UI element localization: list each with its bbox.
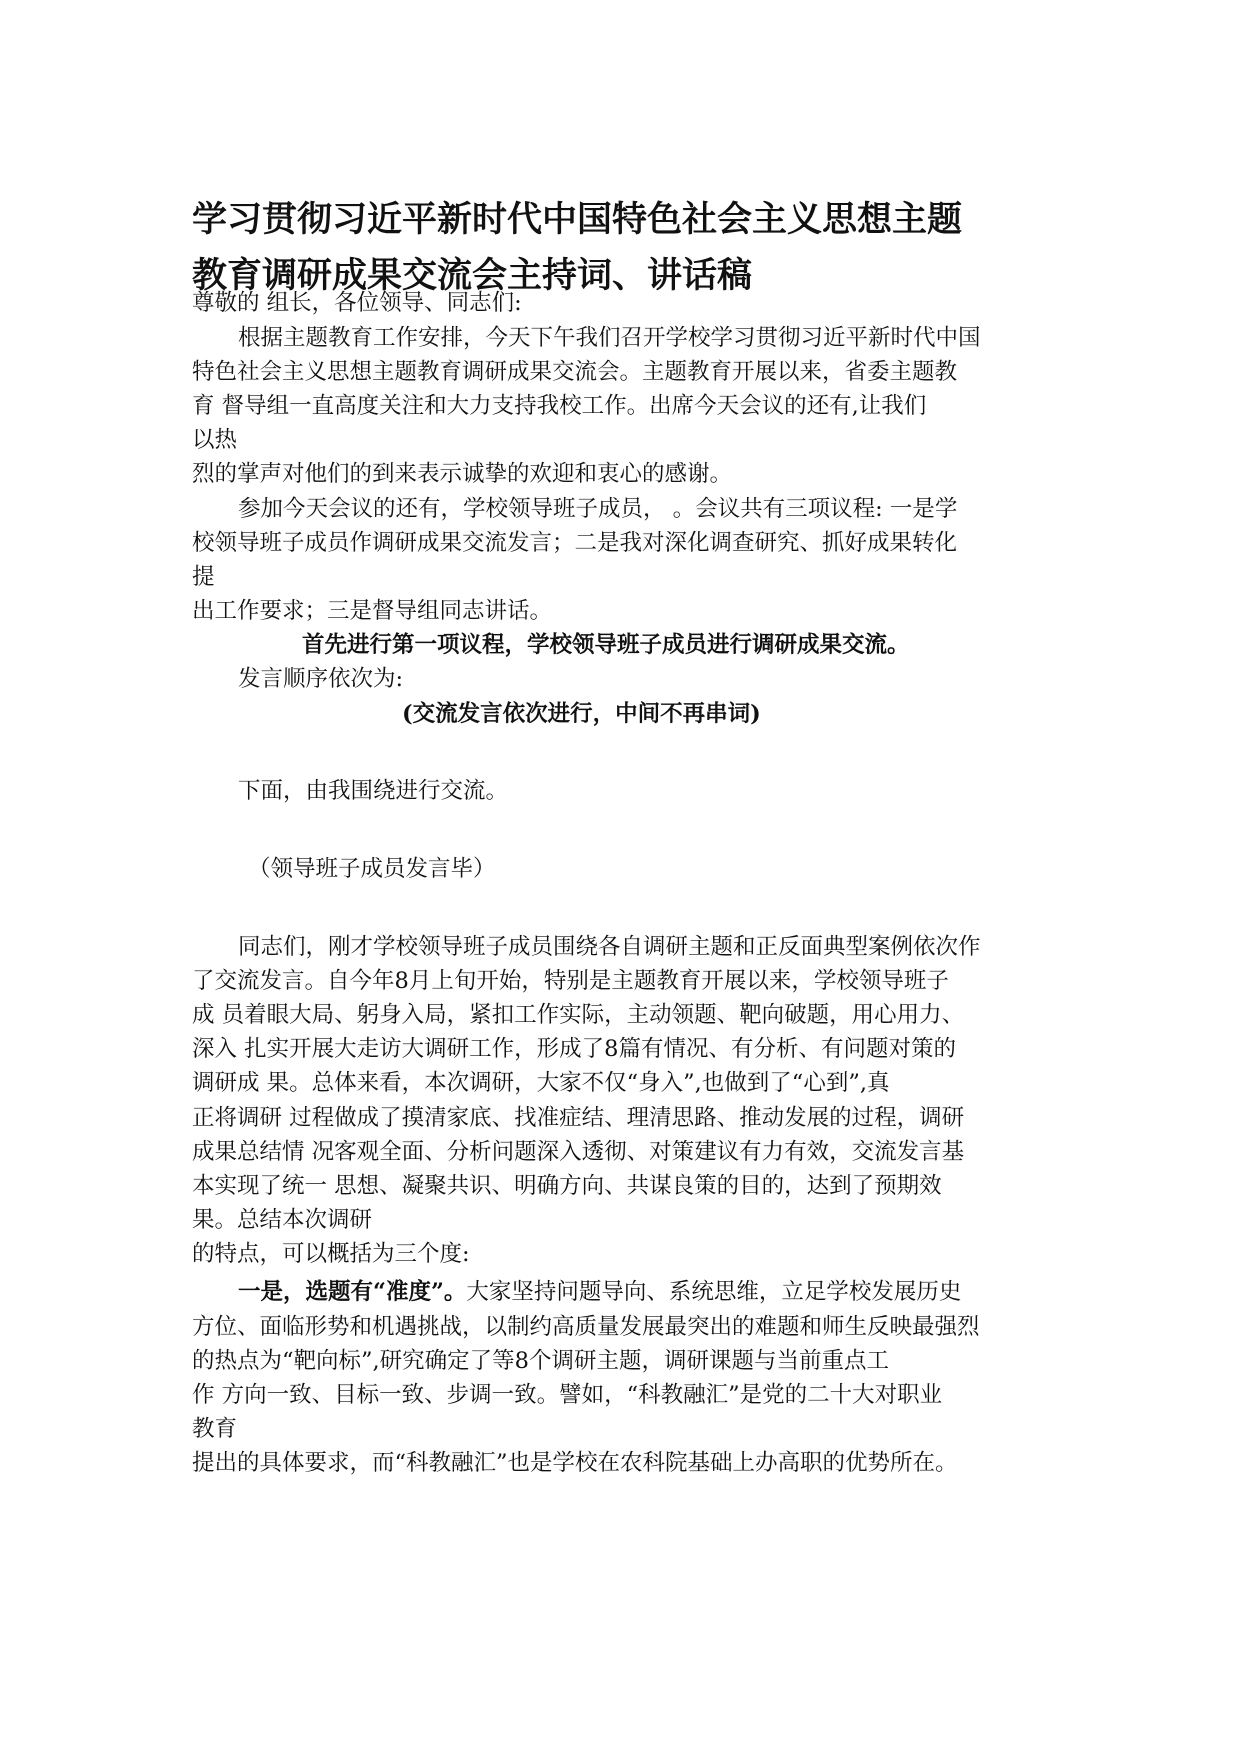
- stage-note: (交流发言依次进行，中间不再串词): [402, 701, 761, 727]
- speaking-order: 发言顺序依次为:: [238, 666, 404, 692]
- stage-note: （领导班子成员发言毕）: [248, 856, 496, 882]
- paragraph-line: 提出的具体要求，而“科教融汇”也是学校在农科院基础上办高职的优势所在。: [192, 1450, 958, 1476]
- paragraph-line: 育 督导组一直高度关注和大力支持我校工作。出席今天会议的还有,让我们: [192, 393, 927, 419]
- paragraph-line: 同志们，刚才学校领导班子成员围绕各自调研主题和正反面典型案例依次作: [238, 934, 981, 960]
- salutation: 尊敬的 组长，各位领导、同志们:: [192, 290, 522, 316]
- paragraph-line: 教育: [192, 1416, 238, 1442]
- paragraph-line: 特色社会主义思想主题教育调研成果交流会。主题教育开展以来，省委主题教: [192, 359, 958, 385]
- title-line-1: 学习贯彻习近平新时代中国特色社会主义思想主题: [192, 200, 963, 240]
- paragraph-line: 正将调研 过程做成了摸清家底、找准症结、理清思路、推动发展的过程，调研: [192, 1105, 965, 1131]
- paragraph-line: 深入 扎实开展大走访大调研工作，形成了8篇有情况、有分析、有问题对策的: [192, 1036, 956, 1062]
- paragraph-line: 校领导班子成员作调研成果交流发言；二是我对深化调查研究、抓好成果转化: [192, 530, 958, 556]
- paragraph-line: 的特点，可以概括为三个度:: [192, 1241, 470, 1267]
- paragraph-line: 成果总结情 况客观全面、分析问题深入透彻、对策建议有力有效，交流发言基: [192, 1139, 965, 1165]
- paragraph-line: 了交流发言。自今年8月上旬开始，特别是主题教育开展以来，学校领导班子: [192, 968, 949, 994]
- paragraph-line: 本实现了统一 思想、凝聚共识、明确方向、共谋良策的目的，达到了预期效: [192, 1173, 942, 1199]
- point-heading: 一是，选题有“准度”。: [238, 1279, 467, 1305]
- paragraph-line: 成 员着眼大局、躬身入局，紧扣工作实际，主动领题、靶向破题，用心用力、: [192, 1002, 965, 1028]
- point-text: 大家坚持问题导向、系统思维，立足学校发展历史: [466, 1279, 962, 1305]
- paragraph-line: 下面，由我围绕进行交流。: [238, 778, 509, 804]
- paragraph-line: [238, 1275, 1118, 1309]
- paragraph-line: 作 方向一致、目标一致、步调一致。譬如，“科教融汇”是党的二十大对职业: [192, 1382, 943, 1408]
- paragraph-line: 出工作要求；三是督导组同志讲话。: [192, 598, 553, 624]
- paragraph-line: 方位、面临形势和机遇挑战，以制约高质量发展最突出的难题和师生反映最强烈: [192, 1314, 980, 1340]
- paragraph-line: 果。总结本次调研: [192, 1207, 373, 1233]
- agenda-heading: 首先进行第一项议程，学校领导班子成员进行调研成果交流。: [302, 632, 910, 658]
- paragraph-line: 根据主题教育工作安排，今天下午我们召开学校学习贯彻习近平新时代中国: [238, 325, 981, 351]
- paragraph-line: 的热点为“靶向标”,研究确定了等8个调研主题，调研课题与当前重点工: [192, 1348, 889, 1374]
- paragraph-line: 调研成 果。总体来看，本次调研，大家不仅“身入”,也做到了“心到”,真: [192, 1070, 890, 1096]
- paragraph-line: 提: [192, 564, 215, 590]
- paragraph-line: 参加今天会议的还有，学校领导班子成员， 。会议共有三项议程: 一是学: [238, 496, 958, 522]
- title-line-2: 教育调研成果交流会主持词、讲话稿: [192, 256, 753, 296]
- paragraph-line: 以热: [192, 427, 238, 453]
- paragraph-line: 烈的掌声对他们的到来表示诚挚的欢迎和衷心的感谢。: [192, 461, 733, 487]
